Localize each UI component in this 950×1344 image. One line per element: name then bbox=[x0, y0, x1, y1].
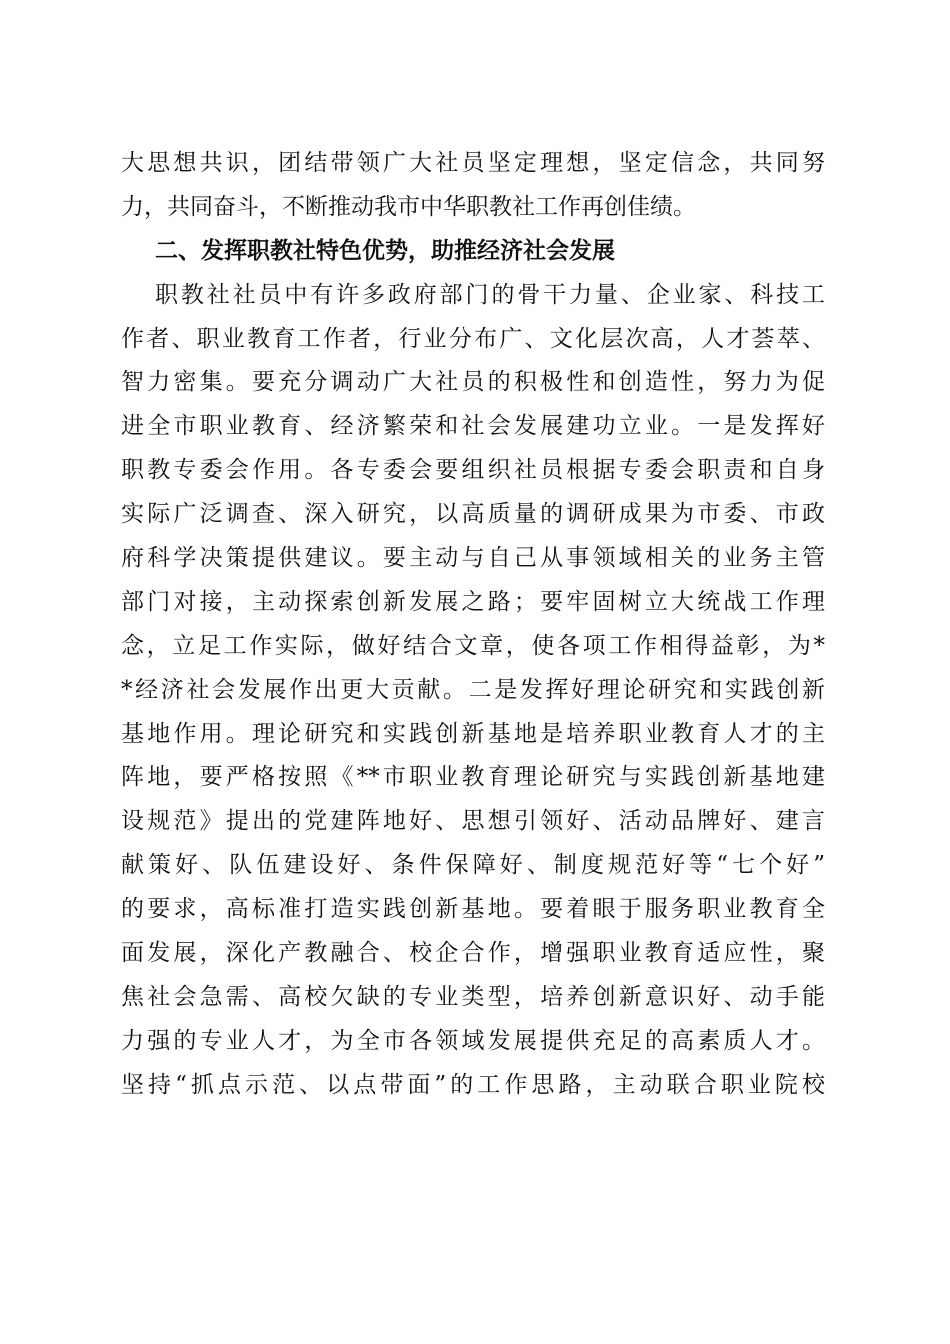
text-line: 进全市职业教育、经济繁荣和社会发展建功立业。一是发挥好 bbox=[121, 413, 825, 440]
text-line: 作者、职业教育工作者，行业分布广、文化层次高，人才荟萃、 bbox=[121, 325, 825, 352]
text-line: 坚持“抓点示范、以点带面”的工作思路，主动联合职业院校 bbox=[121, 1071, 825, 1098]
text-line: 智力密集。要充分调动广大社员的积极性和创造性，努力为促 bbox=[121, 369, 825, 396]
text-line: 力强的专业人才，为全市各领域发展提供充足的高素质人才。 bbox=[121, 1027, 825, 1054]
section-heading: 二、发挥职教社特色优势，助推经济社会发展 bbox=[155, 237, 615, 264]
text-line: 面发展，深化产教融合、校企合作，增强职业教育适应性，聚 bbox=[121, 940, 825, 967]
document-body bbox=[121, 142, 825, 1108]
text-line: 基地作用。理论研究和实践创新基地是培养职业教育人才的主 bbox=[121, 720, 825, 747]
text-line: *经济社会发展作出更大贡献。二是发挥好理论研究和实践创新 bbox=[121, 676, 825, 703]
text-line: 的要求，高标准打造实践创新基地。要着眼于服务职业教育全 bbox=[121, 896, 825, 923]
text-line: 献策好、队伍建设好、条件保障好、制度规范好等“七个好” bbox=[121, 852, 825, 879]
text-line: 部门对接，主动探索创新发展之路；要牢固树立大统战工作理 bbox=[121, 588, 825, 615]
text-line: 大思想共识，团结带领广大社员坚定理想，坚定信念，共同努 bbox=[121, 150, 825, 176]
text-line: 职教专委会作用。各专委会要组织社员根据专委会职责和自身 bbox=[121, 457, 825, 484]
text-line: 阵地，要严格按照《**市职业教育理论研究与实践创新基地建 bbox=[121, 764, 825, 791]
text-line: 力，共同奋斗，不断推动我市中华职教社工作再创佳绩。 bbox=[121, 193, 696, 220]
text-line: 念，立足工作实际，做好结合文章，使各项工作相得益彰，为* bbox=[121, 632, 825, 659]
text-line: 府科学决策提供建议。要主动与自己从事领域相关的业务主管 bbox=[121, 545, 825, 572]
text-line: 焦社会急需、高校欠缺的专业类型，培养创新意识好、动手能 bbox=[121, 983, 825, 1010]
text-line: 实际广泛调查、深入研究，以高质量的调研成果为市委、市政 bbox=[121, 501, 825, 528]
text-line: 职教社社员中有许多政府部门的骨干力量、企业家、科技工 bbox=[155, 281, 825, 308]
text-line: 设规范》提出的党建阵地好、思想引领好、活动品牌好、建言 bbox=[121, 808, 825, 835]
